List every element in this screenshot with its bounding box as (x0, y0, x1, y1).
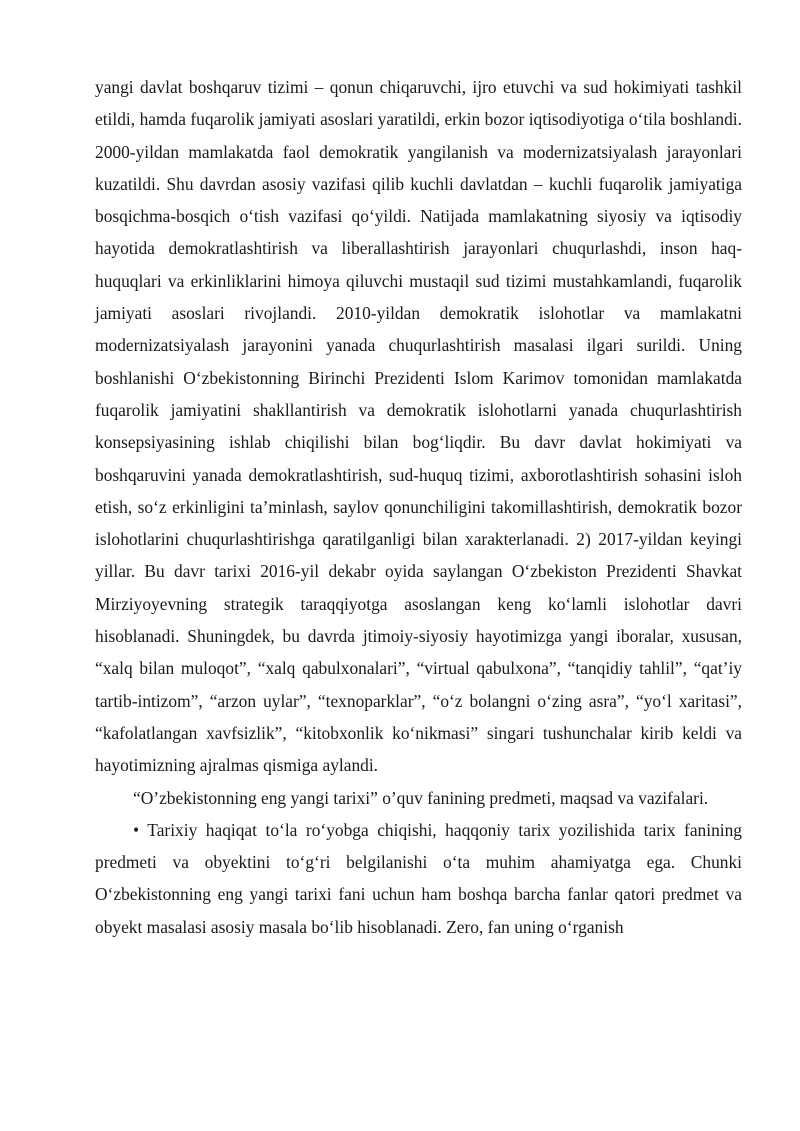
section-heading-paragraph: “O’zbekistonning eng yangi tarixi” o’quv fanining predmeti, maqsad va vazifalari. (133, 787, 709, 808)
document-body (95, 71, 742, 943)
bullet-paragraph: • Tarixiy haqiqat to‘la ro‘yobga chiqishi, haqqoniy tarix yozilishida tarix fanining predmeti va obyektini to‘g‘ri belgilanishi o‘ta muhim ahamiyatga ega. Chunki O‘zbekistonning eng yangi tarixi fani uchun ham boshqa barcha fanlar qatori predmet va obyekt masalasi asosiy masala bo‘lib hisoblanadi. Zero, fan uning o‘rganish (95, 819, 742, 937)
body-paragraph: yangi davlat boshqaruv tizimi – qonun chiqaruvchi, ijro etuvchi va sud hokimiyati tashkil etildi, hamda fuqarolik jamiyati asoslari yaratildi, erkin bozor iqtisodiyotiga o‘tila boshlandi. 2000-yildan mamlakatda faol demokratik yangilanish va modernizatsiyalash jarayonlari kuzatildi. Shu davrdan asosiy vazifasi qilib kuchli davlatdan – kuchli fuqarolik jamiyatiga bosqichma-bosqich o‘tish vazifasi qo‘yildi. Natijada mamlakatning siyosiy va iqtisodiy hayotida demokratlashtirish va liberallashtirish jarayonlari chuqurlashdi, inson haq-huquqlari va erkinliklarini himoya qiluvchi mustaqil sud tizimi mustahkamlandi, fuqarolik jamiyati asoslari rivojlandi. 2010-yildan demokratik islohotlar va mamlakatni modernizatsiyalash jarayonini yanada chuqurlashtirish masalasi ilgari surildi. Uning boshlanishi O‘zbekistonning Birinchi Prezidenti Islom Karimov tomonidan mamlakatda fuqarolik jamiyatini shakllantirish va demokratik islohotlarni yanada chuqurlashtirish konsepsiyasining ishlab chiqilishi bilan bog‘liqdir. Bu davr davlat hokimiyati va boshqaruvini yanada demokratlashtirish, sud-huquq tizimi, axborotlashtirish sohasini isloh etish, so‘z erkinligini ta’minlash, saylov qonunchiligini takomillashtirish, demokratik bozor islohotlarini chuqurlashtirishga qaratilganligi bilan xarakterlanadi. 2) 2017-yildan keyingi yillar. Bu davr tarixi 2016-yil dekabr oyida saylangan O‘zbekiston Prezidenti Shavkat Mirziyoyevning strategik taraqqiyotga asoslangan keng ko‘lamli islohotlar davri hisoblanadi. Shuningdek, bu davrda jtimoiy-siyosiy hayotimizga yangi iboralar, xususan, “xalq bilan muloqot”, “xalq qabulxonalari”, “virtual qabulxona”, “tanqidiy tahlil”, “qat’iy tartib-intizom”, “arzon uylar”, “texnoparklar”, “o‘z bolangni o‘zing asra”, “yo‘l xaritasi”, “kafolatlangan xavfsizlik”, “kitobxonlik ko‘nikmasi” singari tushunchalar kirib keldi va hayotimizning ajralmas qismiga aylandi. (95, 77, 742, 776)
